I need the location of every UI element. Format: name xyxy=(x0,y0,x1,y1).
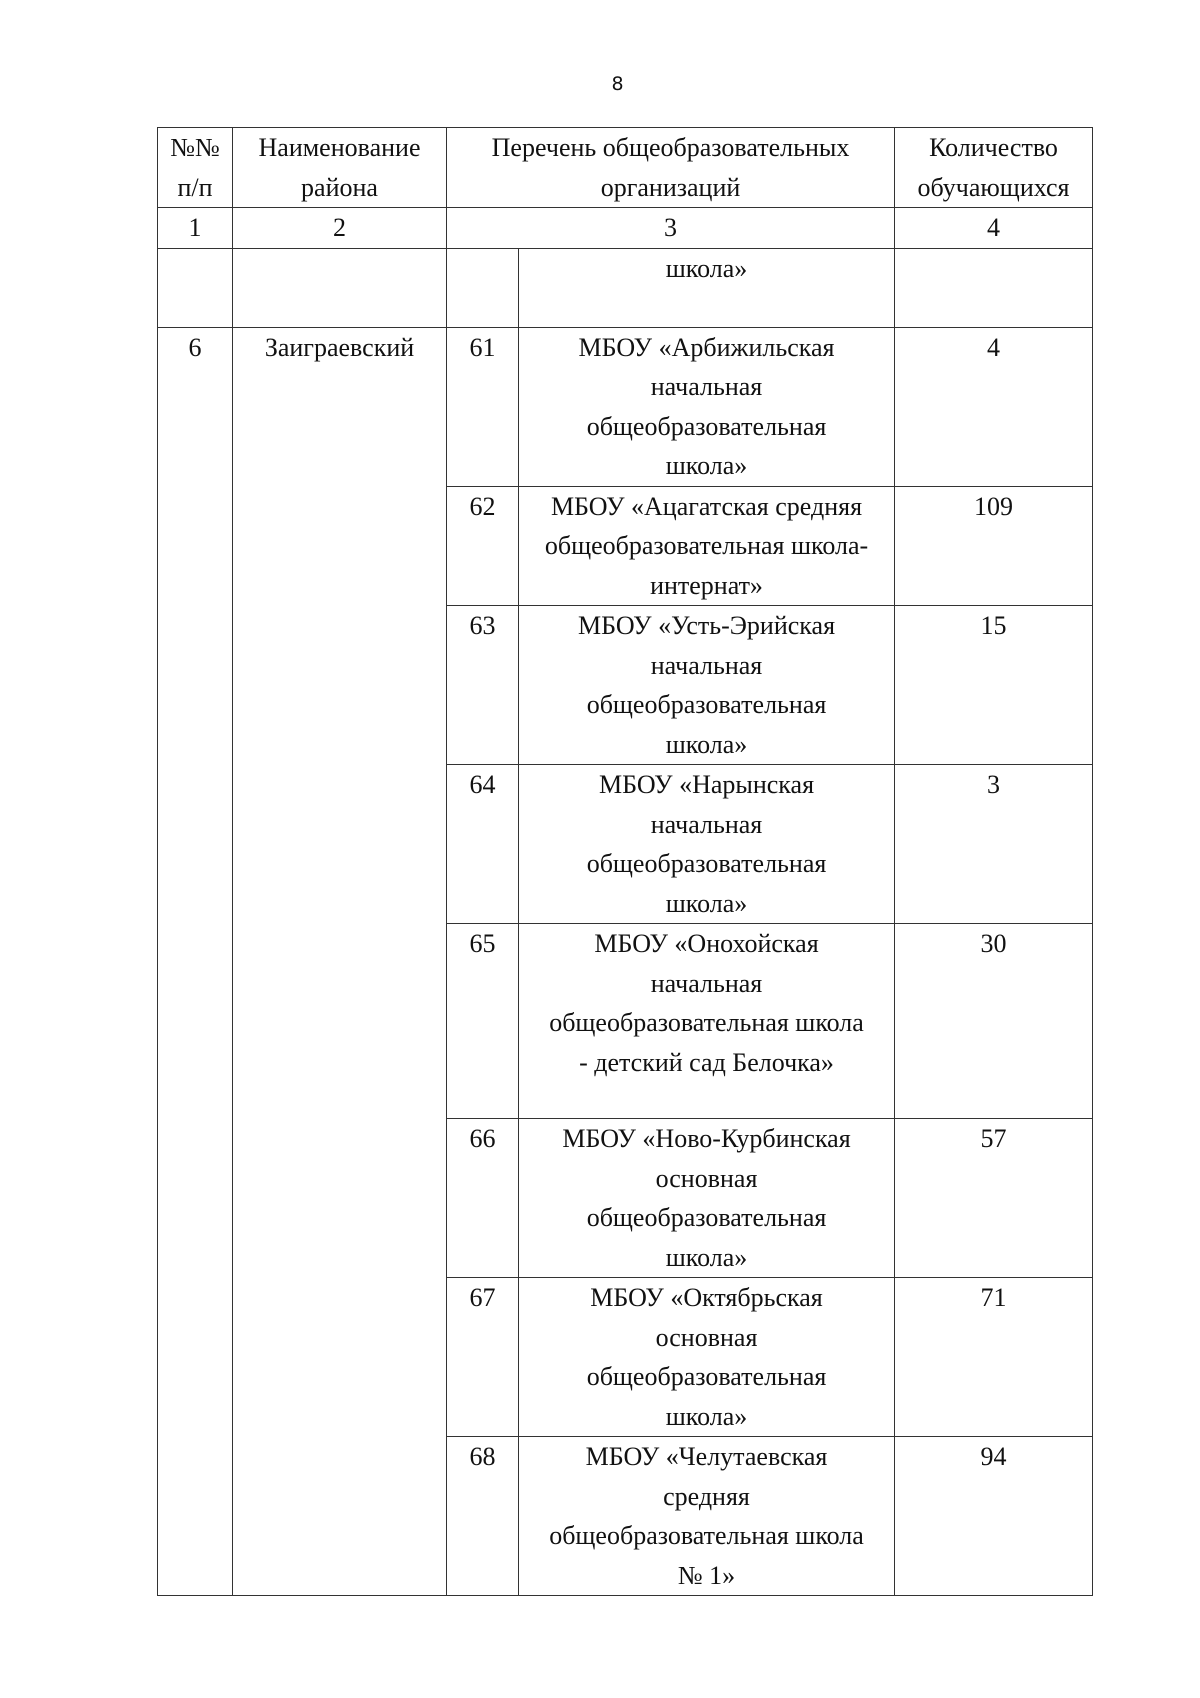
student-count: 109 xyxy=(895,486,1093,606)
school-name-line: начальная xyxy=(650,372,763,401)
school-name-line: начальная xyxy=(650,968,763,998)
school-name xyxy=(519,1119,895,1278)
school-name xyxy=(519,765,895,924)
school-name xyxy=(519,327,895,486)
header-district xyxy=(233,128,447,208)
student-count: 4 xyxy=(895,327,1093,486)
school-name-line: МБОУ «Нарынская xyxy=(598,770,815,799)
school-name-line: общеобразовательная xyxy=(586,1362,827,1391)
school-name xyxy=(519,606,895,765)
school-name-line: общеобразовательная школа xyxy=(549,1521,864,1550)
table-header-row xyxy=(158,128,1093,208)
header-organizations-line: организаций xyxy=(600,172,741,202)
student-count: 71 xyxy=(895,1278,1093,1437)
empty-cell xyxy=(158,248,233,327)
header-number-line: №№ xyxy=(170,133,220,162)
schools-table xyxy=(157,127,1093,1596)
student-count: 57 xyxy=(895,1119,1093,1278)
school-name-line: МБОУ «Ацагатская средняя xyxy=(550,491,863,521)
column-number-row xyxy=(158,208,1093,249)
school-number: 66 xyxy=(447,1119,519,1278)
school-name-line: МБОУ «Челутаевская xyxy=(585,1442,828,1471)
header-students-line: Количество xyxy=(929,133,1058,162)
student-count: 15 xyxy=(895,606,1093,765)
school-name-line: общеобразовательная xyxy=(586,849,827,878)
school-name-line: МБОУ «Онохойская xyxy=(594,929,819,958)
school-number: 63 xyxy=(447,606,519,765)
school-name-line: общеобразовательная школа- xyxy=(544,531,869,560)
school-name-line: общеобразовательная школа xyxy=(549,1008,864,1037)
school-name-line: общеобразовательная xyxy=(586,411,827,441)
school-name-line: основная xyxy=(655,1163,758,1193)
empty-cell xyxy=(895,248,1093,327)
school-name-line: школа» xyxy=(665,1401,748,1431)
column-number: 3 xyxy=(447,208,895,249)
student-count: 94 xyxy=(895,1437,1093,1596)
school-name-line: общеобразовательная xyxy=(586,1203,827,1232)
school-number: 67 xyxy=(447,1278,519,1437)
school-number: 62 xyxy=(447,486,519,606)
column-number: 4 xyxy=(895,208,1093,249)
header-students xyxy=(895,128,1093,208)
district-number: 6 xyxy=(158,327,233,1596)
continuation-row xyxy=(158,248,1093,327)
school-number: 64 xyxy=(447,765,519,924)
school-number: 68 xyxy=(447,1437,519,1596)
school-name-line: № 1» xyxy=(677,1560,736,1590)
header-students-line: обучающихся xyxy=(917,172,1070,202)
school-name-line: - детский сад Белочка» xyxy=(579,1047,834,1077)
table-row xyxy=(158,327,1093,486)
school-name-line: общеобразовательная xyxy=(586,690,827,719)
school-name-line: средняя xyxy=(663,1481,750,1511)
empty-cell xyxy=(233,248,447,327)
column-number: 2 xyxy=(233,208,447,249)
school-name xyxy=(519,1437,895,1596)
column-number: 1 xyxy=(158,208,233,249)
school-name-line: интернат» xyxy=(650,570,763,600)
school-name-line: школа» xyxy=(665,729,748,759)
school-name-line: начальная xyxy=(650,809,763,839)
school-name-line: школа» xyxy=(665,1242,748,1272)
header-district-line: района xyxy=(301,172,378,202)
school-name xyxy=(519,486,895,606)
school-name-line: основная xyxy=(655,1322,758,1352)
student-count: 3 xyxy=(895,765,1093,924)
header-organizations xyxy=(447,128,895,208)
school-name-line: начальная xyxy=(650,650,763,680)
school-name-line: школа» xyxy=(665,451,748,480)
school-number: 65 xyxy=(447,924,519,1119)
page-number: 8 xyxy=(611,73,624,95)
district-name: Заиграевский xyxy=(233,327,447,1596)
school-name xyxy=(519,924,895,1119)
school-name-line: МБОУ «Октябрьская xyxy=(590,1283,823,1312)
school-name-line: МБОУ «Усть-Эрийская xyxy=(577,611,836,640)
student-count: 30 xyxy=(895,924,1093,1119)
school-name-line: МБОУ «Арбижильская xyxy=(578,332,835,362)
header-number xyxy=(158,128,233,208)
school-number: 61 xyxy=(447,327,519,486)
header-organizations-line: Перечень общеобразовательных xyxy=(491,133,850,162)
header-number-line: п/п xyxy=(177,172,213,202)
school-name xyxy=(519,1278,895,1437)
school-name-tail: школа» xyxy=(519,248,895,327)
empty-cell xyxy=(447,248,519,327)
header-district-line: Наименование xyxy=(258,133,421,162)
school-name-line: МБОУ «Ново-Курбинская xyxy=(562,1124,851,1153)
school-name-line: школа» xyxy=(665,888,748,918)
